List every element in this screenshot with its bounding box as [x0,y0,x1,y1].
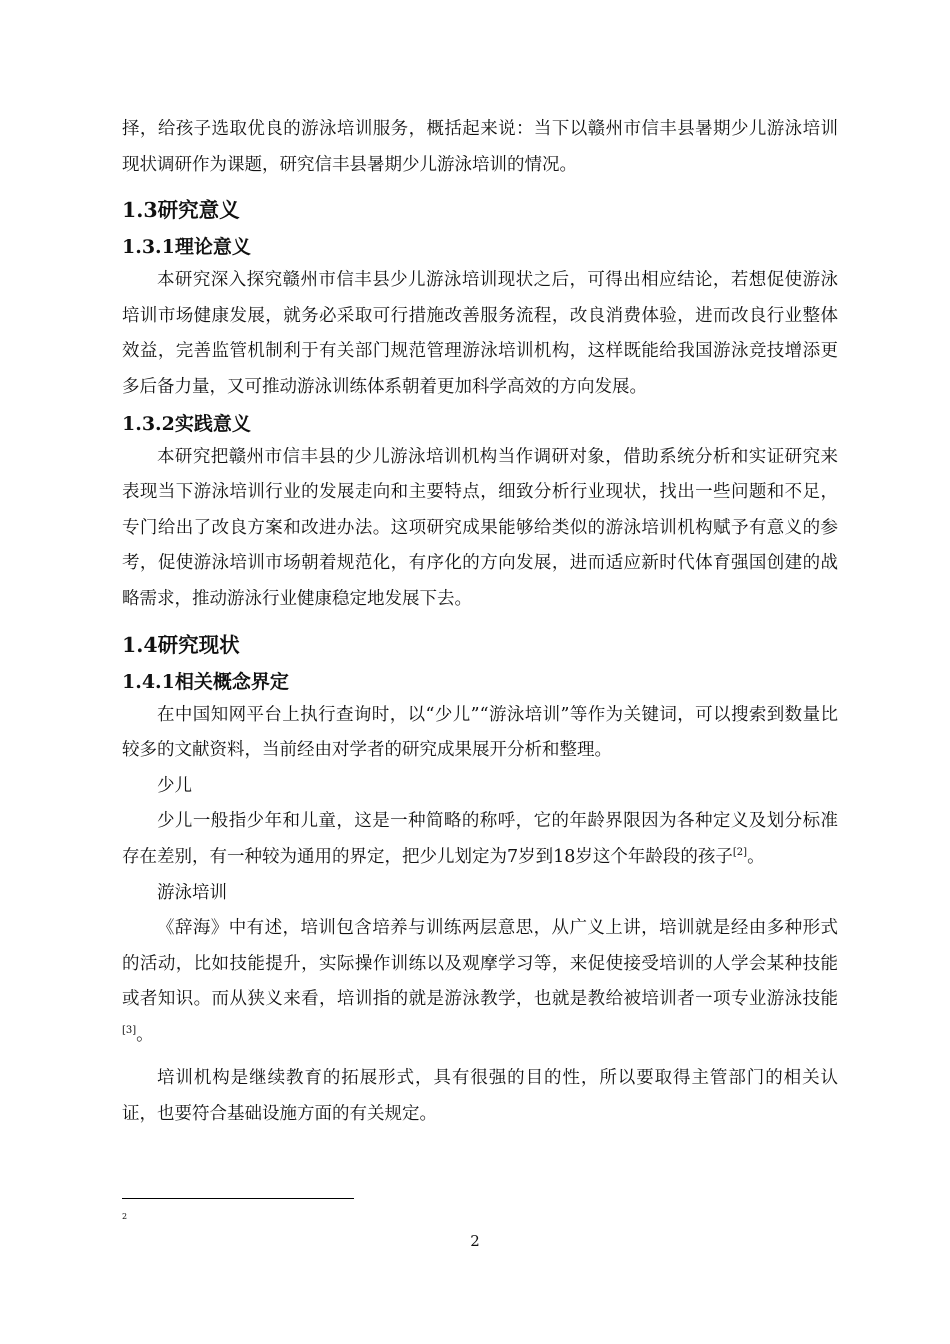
paragraph-search: 在中国知网平台上执行查询时，以“少儿”“游泳培训”等作为关键词，可以搜索到数量比较多的文献资料，当前经由对学者的研究成果展开分析和整理。 [122,704,838,761]
footnote-number: 2 [122,1212,128,1221]
citation-2: [2] [732,847,748,859]
paragraph-training [122,911,838,1053]
citation-3: [3] [122,1025,137,1037]
term-swim-training: 游泳培训 [157,882,227,903]
heading-1-4: 1.4研究现状 [122,632,240,657]
paragraph-children-text: 少儿一般指少年和儿童，这是一种简略的称呼，它的年龄界限因为各种定义及划分标准存在差别，有一种较为通用的界定，把少儿划定为7岁到18岁这个年龄段的孩子 [122,811,838,867]
term-children: 少儿 [157,775,192,796]
heading-1-4-1: 1.4.1相关概念界定 [122,670,289,693]
paragraph-practice: 本研究把赣州市信丰县的少儿游泳培训机构当作调研对象，借助系统分析和实证研究来表现当下游泳培训行业的发展走向和主要特点，细致分析行业现状，找出一些问题和不足，专门给出了改良方案和改进办法。这项研究成果能够给类似的游泳培训机构赋予有意义的参考，促使游泳培训市场朝着规范化，有序化的方向发展，进而适应新时代体育强国创建的战略需求，推动游泳行业健康稳定地发展下去。 [122,446,838,609]
paragraph-theory: 本研究深入探究赣州市信丰县少儿游泳培训现状之后，可得出相应结论，若想促使游泳培训市场健康发展，就务必采取可行措施改善服务流程，改良消费体验，进而改良行业整体效益，完善监管机制利于有关部门规范管理游泳培训机构，这样既能给我国游泳竞技增添更多后备力量，又可推动游泳训练体系朝着更加科学高效的方向发展。 [122,270,838,397]
heading-1-3-1: 1.3.1理论意义 [122,236,251,259]
paragraph-children-end: 。 [747,846,765,867]
document-body [122,112,838,1133]
heading-1-3-2: 1.3.2实践意义 [122,412,251,435]
paragraph-institution: 培训机构是继续教育的拓展形式，具有很强的目的性，所以要取得主管部门的相关认证，也要符合基础设施方面的有关规定。 [122,1068,838,1125]
page-number: 2 [470,1232,480,1250]
paragraph-training-text: 《辞海》中有述，培训包含培养与训练两层意思，从广义上讲，培训就是经由多种形式的活动，比如技能提升，实际操作训练以及观摩学习等，来促使接受培训的人学会某种技能或者知识。而从狭义来看，培训指的就是游泳教学，也就是教给被培训者一项专业游泳技能 [122,918,838,1010]
heading-1-3: 1.3研究意义 [122,198,240,223]
footnote-rule [122,1198,354,1199]
paragraph-continued: 择，给孩子选取优良的游泳培训服务，概括起来说：当下以赣州市信丰县暑期少儿游泳培训现状调研作为课题，研究信丰县暑期少儿游泳培训的情况。 [122,119,838,175]
paragraph-children [122,804,838,875]
paragraph-training-end: 。 [136,1024,154,1045]
